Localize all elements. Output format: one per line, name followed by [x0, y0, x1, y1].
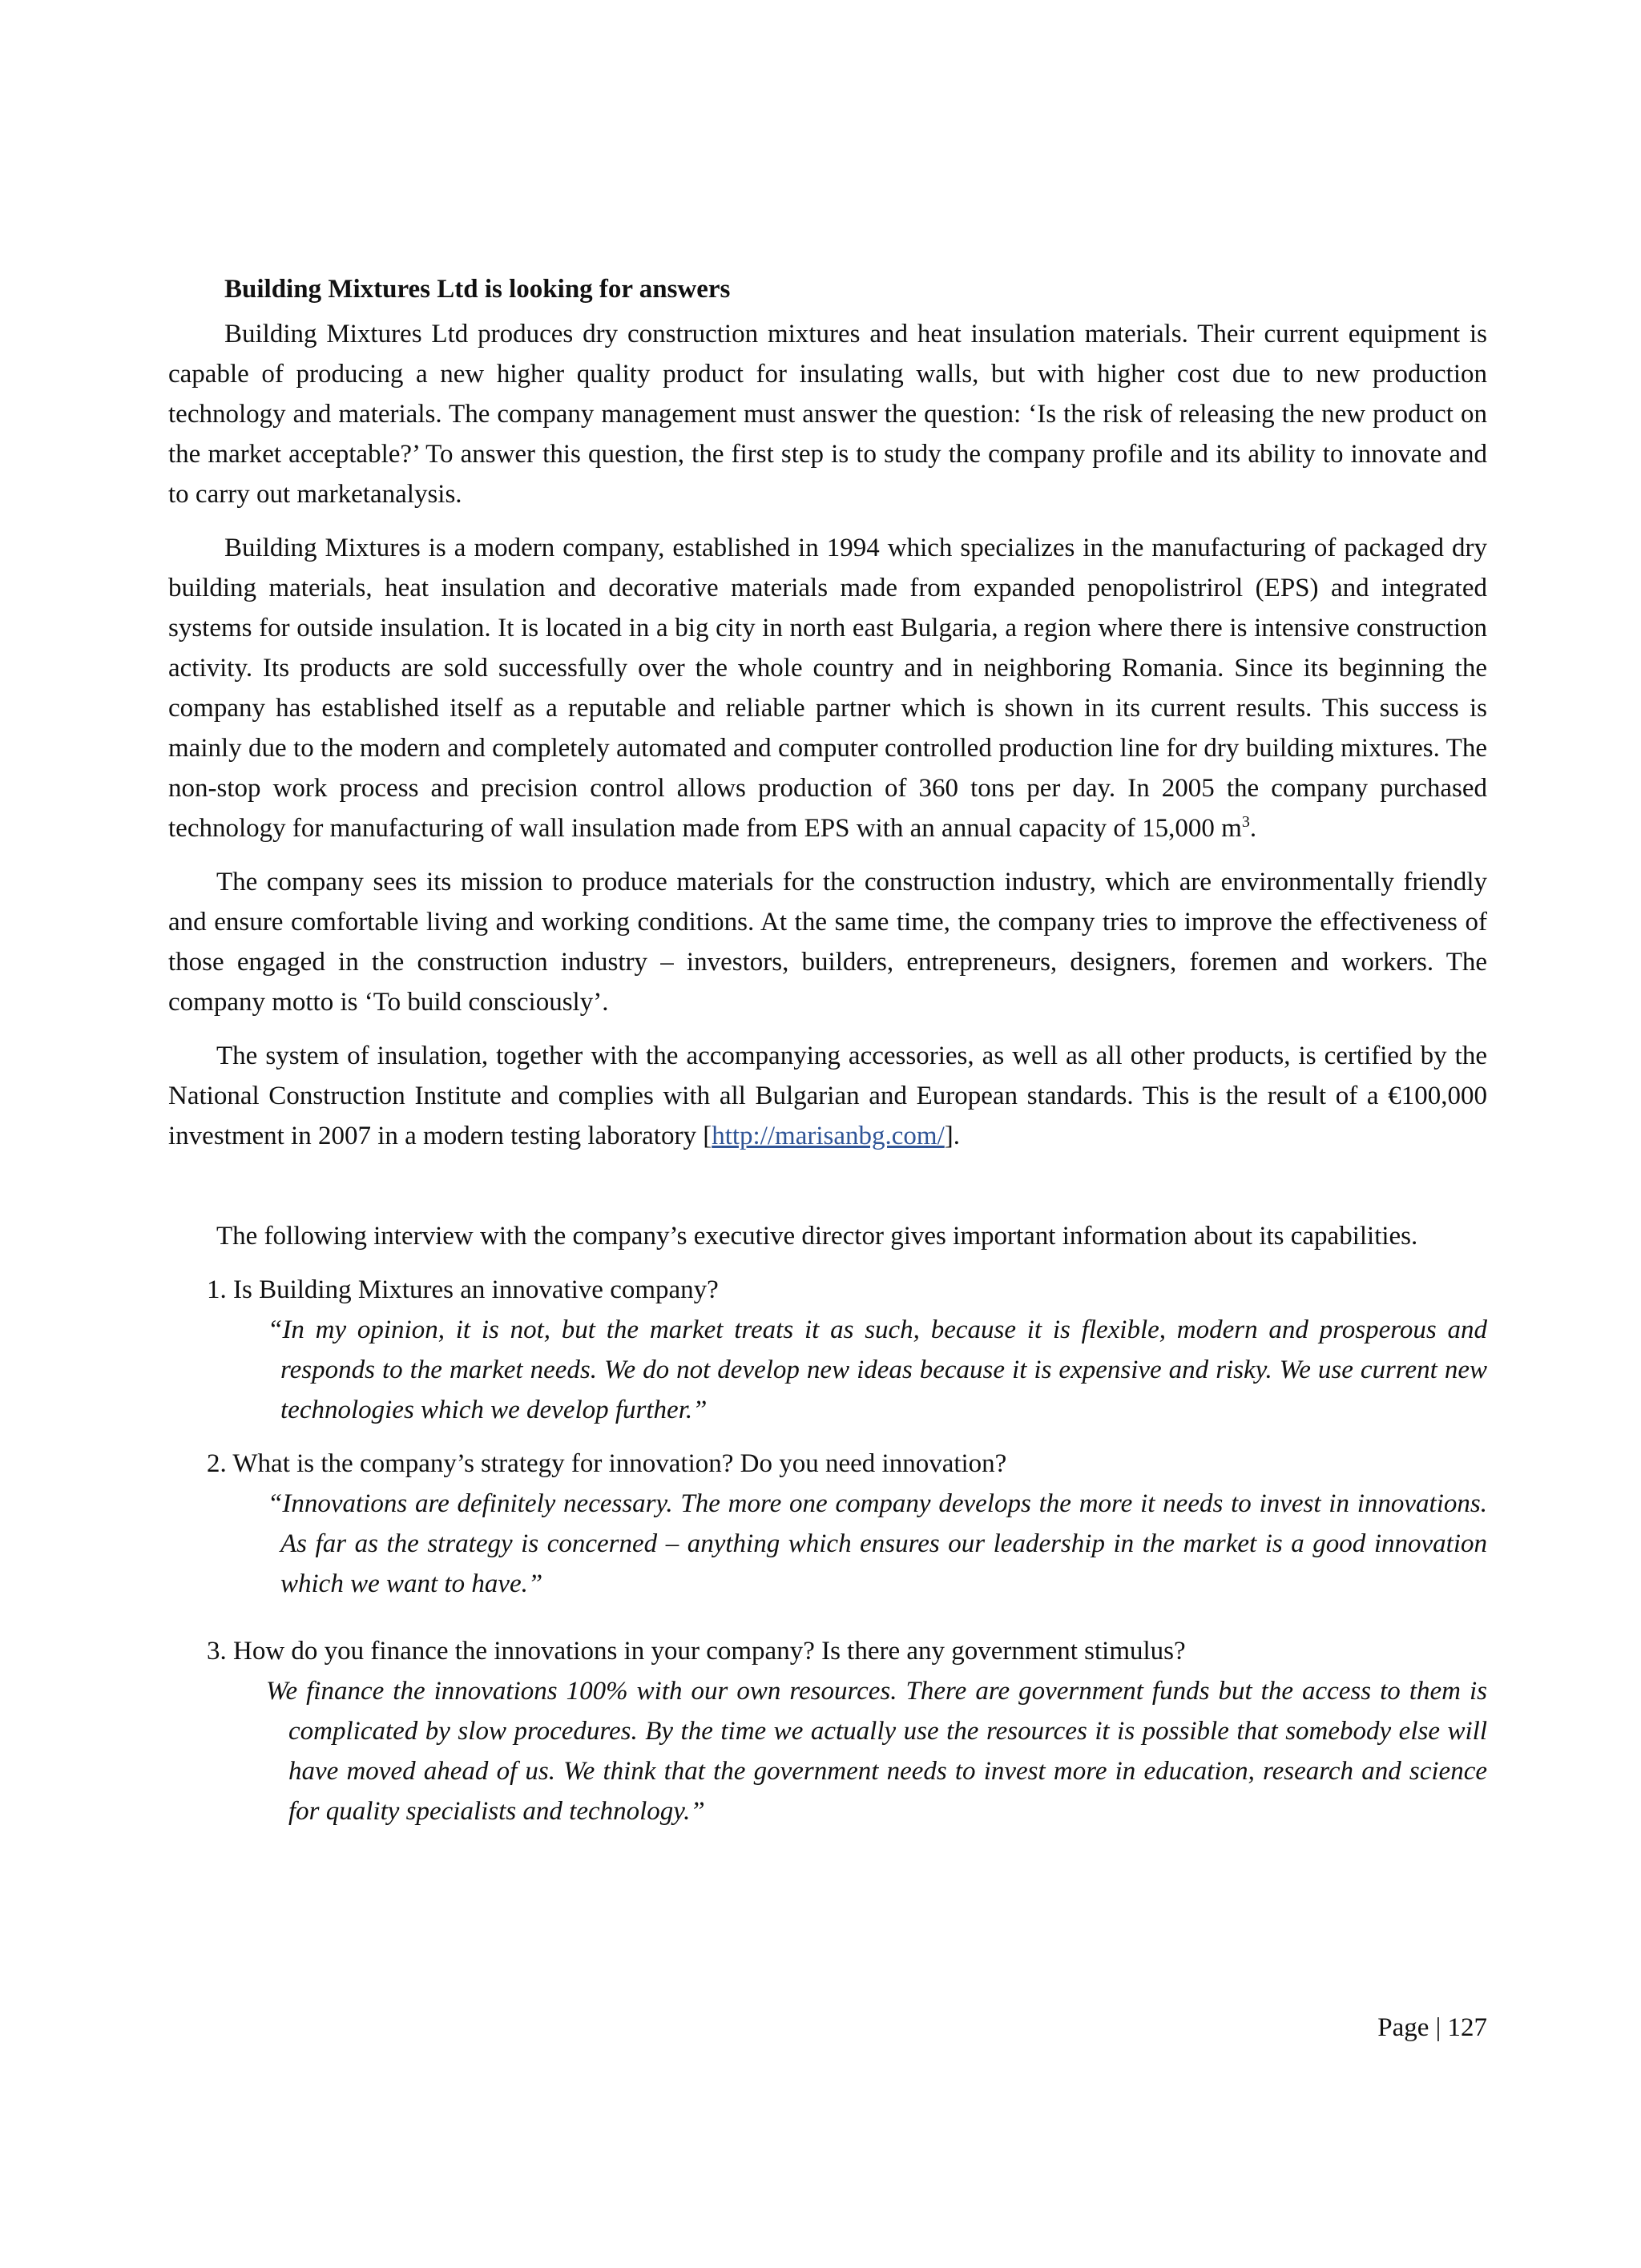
page-number: Page | 127: [1377, 2013, 1487, 2042]
interview-question: 3. How do you finance the innovations in your company? Is there any government stimulus?: [207, 1637, 1186, 1666]
superscript-cubic: 3: [1241, 813, 1250, 831]
paragraph-company-profile-end: .: [1249, 814, 1257, 843]
interview-answer: “In my opinion, it is not, but the market treats it as such, because it is flexible, modern and prosperous and responds to the market needs. We do not develop new ideas because it is expensive and risky. We use current new technologies which we develop further.”: [268, 1315, 1487, 1424]
paragraph-certification: [168, 1036, 1487, 1156]
paragraph-company-profile-text: Building Mixtures is a modern company, established in 1994 which specializes in the manufacturing of packaged dry building materials, heat insulation and decorative materials made from expanded penopolistrirol (EPS) and integrated systems for outside insulation. It is located in a big city in north east Bulgaria, a region where there is intensive construction activity. Its products are sold successfully over the whole country and in neighboring Romania. Since its beginning the company has established itself as a reputable and reliable partner which is shown in its current results. This success is mainly due to the modern and completely automated and computer controlled production line for dry building mixtures. The non-stop work process and precision control allows production of 360 tons per day. In 2005 the company purchased technology for manufacturing of wall insulation made from EPS with an annual capacity of 15,000 m: [168, 534, 1487, 843]
paragraph-certification-end: ].: [944, 1122, 960, 1150]
document-title: Building Mixtures Ltd is looking for answers: [224, 275, 731, 304]
interview-question: 1. Is Building Mixtures an innovative company?: [207, 1275, 719, 1304]
interview-answer: “Innovations are definitely necessary. The more one company develops the more it needs to invest in innovations. As far as the strategy is concerned – anything which ensures our leadership in the market is a good innovation which we want to have.”: [268, 1489, 1487, 1598]
paragraph-certification-text: The system of insulation, together with the accompanying accessories, as well as all other products, is certified by the National Construction Institute and complies with all Bulgarian and European standards. This is the result of a €100,000 investment in 2007 in a modern testing laboratory [: [168, 1041, 1487, 1150]
document-body: [168, 269, 1487, 1845]
interview-item-2: [168, 1444, 1487, 1604]
paragraph-company-profile: [168, 528, 1487, 848]
paragraph-intro: Building Mixtures Ltd produces dry construction mixtures and heat insulation materials. Their current equipment is capable of producing a new higher quality product for insulating walls, but with higher cost due to new production technology and materials. The company management must answer the question: ‘Is the risk of releasing the new product on the market acceptable?’ To answer this question, the first step is to study the company profile and its ability to innovate and to carry out marketanalysis.: [168, 320, 1487, 509]
interview-item-3: [168, 1631, 1487, 1831]
interview-item-1: [168, 1270, 1487, 1430]
paragraph-mission: The company sees its mission to produce materials for the construction industry, which are environmentally friendly and ensure comfortable living and working conditions. At the same time, the company tries to improve the effectiveness of those engaged in the construction industry – investors, builders, entrepreneurs, designers, foremen and workers. The company motto is ‘To build consciously’.: [168, 868, 1487, 1017]
interview-question: 2. What is the company’s strategy for innovation? Do you need innovation?: [207, 1449, 1007, 1478]
paragraph-interview-intro: The following interview with the company’s executive director gives important information about its capabilities.: [216, 1222, 1418, 1251]
company-website-link[interactable]: http://marisanbg.com/: [712, 1122, 945, 1150]
section-spacer: [168, 1170, 1487, 1216]
interview-answer: We finance the innovations 100% with our own resources. There are government funds but the access to them is complicated by slow procedures. By the time we actually use the resources it is possible that somebody else will have moved ahead of us. We think that the government needs to invest more in education, research and science for quality specialists and technology.”: [266, 1677, 1487, 1826]
